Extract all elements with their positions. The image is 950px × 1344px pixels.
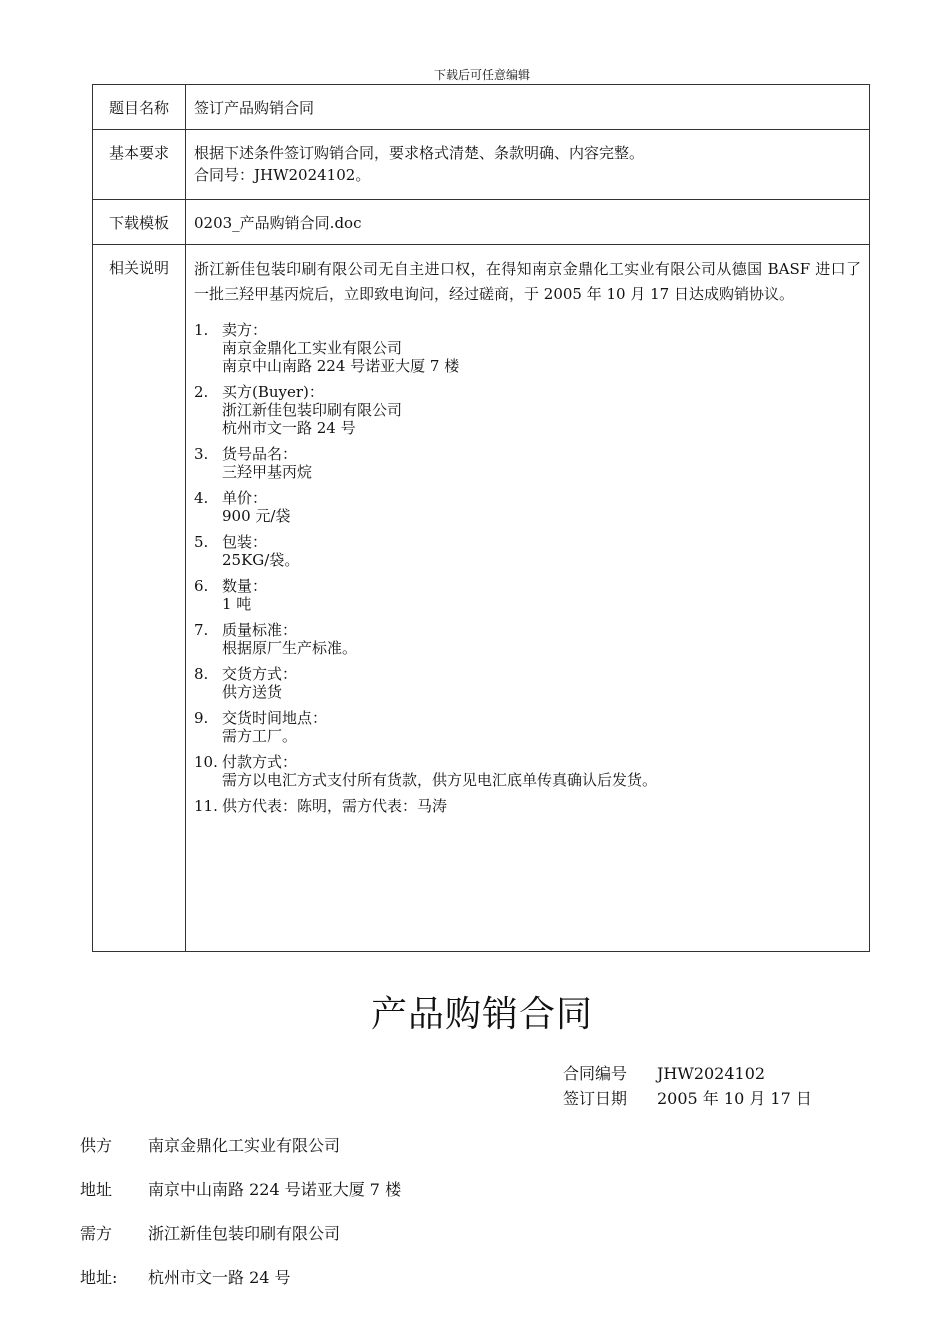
list-item-body [222, 383, 402, 437]
contract-date-value: 2005 年 10 月 17 日 [657, 1089, 812, 1108]
party-row [80, 1265, 291, 1288]
list-item-number: 9. [194, 709, 209, 727]
party-row [80, 1221, 340, 1244]
party-value: 杭州市文一路 24 号 [148, 1268, 291, 1287]
requirement-line: 合同号：JHW2024102。 [194, 166, 371, 184]
list-item-line: 交货时间地点： [222, 709, 328, 727]
list-item-number: 3. [194, 445, 209, 463]
list-item-line: 25KG/袋。 [222, 551, 300, 569]
list-item [194, 577, 861, 613]
table-row [93, 85, 870, 130]
list-item [194, 797, 861, 815]
list-item-line: 根据原厂生产标准。 [222, 639, 358, 657]
party-value: 南京中山南路 224 号诺亚大厦 7 楼 [148, 1180, 402, 1199]
list-item-line: 杭州市文一路 24 号 [222, 419, 356, 437]
list-item-number: 10. [194, 753, 218, 771]
party-label: 地址 [80, 1180, 113, 1199]
party-row [80, 1177, 401, 1200]
list-item-line: 1 吨 [222, 595, 252, 613]
list-item [194, 489, 861, 525]
table-row [93, 130, 870, 200]
list-item-body [222, 445, 312, 481]
contract-number [563, 1061, 765, 1084]
list-item [194, 383, 861, 437]
party-label: 供方 [80, 1136, 113, 1155]
contract-date-label: 签订日期 [563, 1089, 628, 1108]
description-intro: 浙江新佳包装印刷有限公司无自主进口权，在得知南京金鼎化工实业有限公司从德国 BASF 进口了一批三羟甲基丙烷后，立即致电询问，经过磋商，于 2005 年 10 月 17 日达成购销协议。 [194, 260, 861, 303]
list-item-number: 8. [194, 665, 209, 683]
party-row [80, 1133, 340, 1156]
list-item-body [222, 665, 297, 701]
row-label: 相关说明 [93, 245, 186, 952]
list-item [194, 621, 861, 657]
list-item-number: 6. [194, 577, 209, 595]
list-item [194, 753, 861, 789]
row-label: 基本要求 [93, 130, 186, 200]
list-item-number: 4. [194, 489, 209, 507]
list-item-body [222, 489, 290, 525]
contract-title: 产品购销合同 [370, 994, 593, 1035]
description-list [194, 321, 861, 815]
list-item-line: 交货方式： [222, 665, 298, 683]
list-item-line: 单价： [222, 489, 268, 507]
list-item-line: 浙江新佳包装印刷有限公司 [222, 401, 403, 419]
list-item-number: 5. [194, 533, 209, 551]
list-item-line: 卖方： [222, 321, 268, 339]
list-item-body [222, 621, 357, 657]
list-item-body [222, 797, 447, 815]
task-table [92, 84, 870, 952]
list-item-line: 需方工厂。 [222, 727, 298, 745]
requirement-line: 根据下述条件签订购销合同，要求格式清楚、条款明确、内容完整。 [194, 144, 645, 162]
list-item [194, 709, 861, 745]
list-item-line: 南京中山南路 224 号诺亚大厦 7 楼 [222, 357, 460, 375]
table-row [93, 245, 870, 952]
list-item-number: 2. [194, 383, 209, 401]
row-label: 题目名称 [93, 85, 186, 130]
list-item-line: 三羟甲基丙烷 [222, 463, 313, 481]
list-item-line: 南京金鼎化工实业有限公司 [222, 339, 403, 357]
contract-date [563, 1086, 812, 1109]
list-item-line: 包装： [222, 533, 268, 551]
row-value: 签订产品购销合同 [186, 85, 870, 130]
list-item [194, 533, 861, 569]
contract-number-value: JHW2024102 [657, 1064, 766, 1083]
template-filename: 0203_产品购销合同.doc [186, 200, 870, 245]
list-item-line: 质量标准： [222, 621, 298, 639]
party-value: 南京金鼎化工实业有限公司 [148, 1136, 341, 1155]
description-cell [186, 245, 870, 952]
list-item-body [222, 533, 299, 569]
list-item-body [222, 753, 657, 789]
list-item-number: 1. [194, 321, 209, 339]
list-item-body [222, 321, 459, 375]
party-label: 需方 [80, 1224, 113, 1243]
list-item-line: 货号品名： [222, 445, 298, 463]
list-item-number: 7. [194, 621, 209, 639]
party-value: 浙江新佳包装印刷有限公司 [148, 1224, 341, 1243]
list-item [194, 445, 861, 481]
row-value [186, 130, 870, 200]
list-item-body [222, 709, 327, 745]
list-item-line: 付款方式： [222, 753, 298, 771]
list-item-number: 11. [194, 797, 218, 815]
page-header-note: 下载后可任意编辑 [433, 68, 530, 82]
list-item [194, 321, 861, 375]
contract-number-label: 合同编号 [563, 1064, 628, 1083]
table-row [93, 200, 870, 245]
list-item-body [222, 577, 267, 613]
row-label: 下载模板 [93, 200, 186, 245]
list-item-line: 需方以电汇方式支付所有货款，供方见电汇底单传真确认后发货。 [222, 771, 658, 789]
party-label: 地址: [80, 1268, 118, 1287]
list-item-line: 供方送货 [222, 683, 283, 701]
list-item-line: 买方(Buyer)： [222, 383, 324, 401]
list-item-line: 供方代表：陈明，需方代表：马涛 [222, 797, 448, 815]
list-item-line: 数量： [222, 577, 268, 595]
list-item [194, 665, 861, 701]
list-item-line: 900 元/袋 [222, 507, 291, 525]
